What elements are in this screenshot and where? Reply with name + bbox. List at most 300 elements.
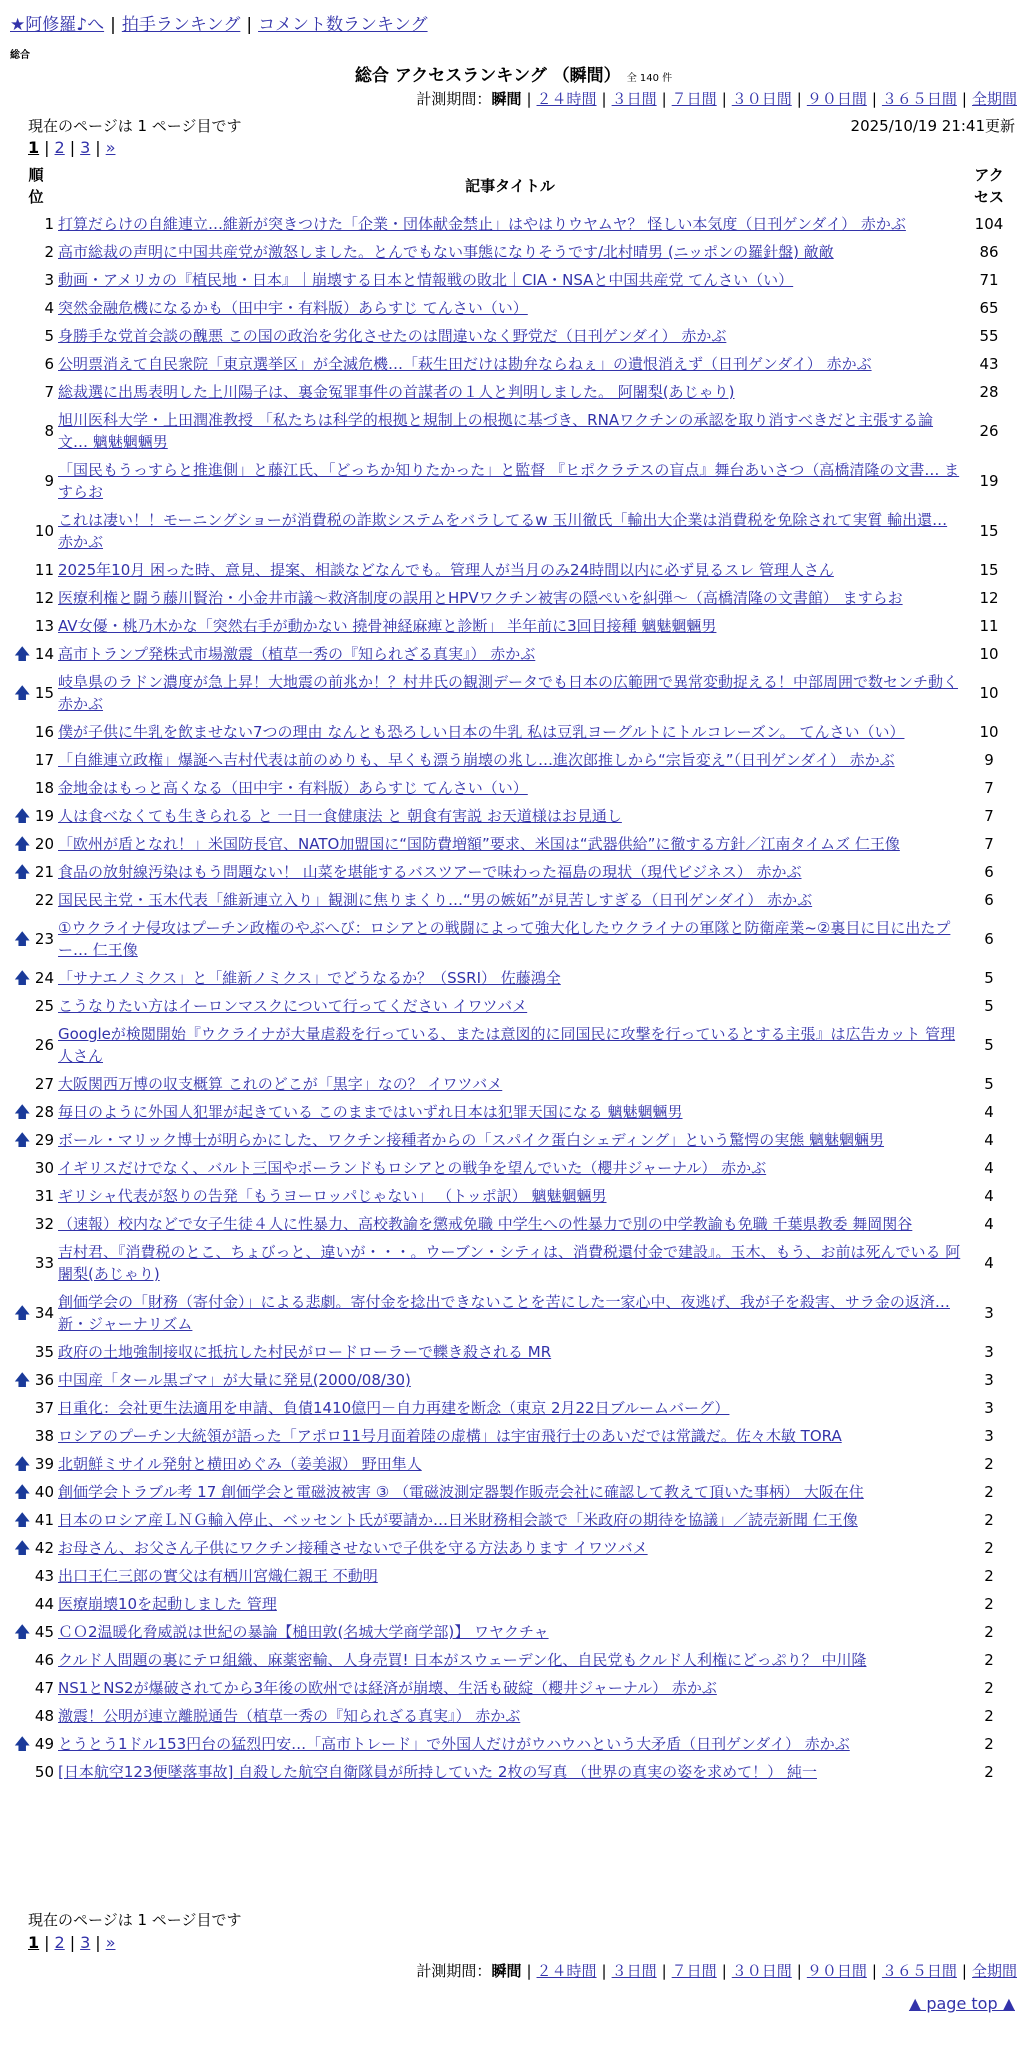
category-label: 総合 bbox=[10, 50, 30, 61]
article-link[interactable]: ギリシャ代表が怒りの告発「もうヨーロッパじゃない」 （トッポ訳） 魑魅魍魎男 bbox=[58, 1187, 607, 1205]
title-cell bbox=[58, 1618, 962, 1646]
rank-number: 3 bbox=[44, 271, 54, 289]
rank-cell bbox=[14, 294, 58, 322]
access-count: 65 bbox=[979, 299, 999, 317]
rank-number: 48 bbox=[34, 1707, 54, 1725]
table-row bbox=[14, 1422, 1016, 1450]
title-cell bbox=[58, 914, 962, 964]
rank-cell bbox=[14, 1702, 58, 1730]
up-arrow-icon: 🡅 bbox=[14, 862, 31, 881]
rank-cell bbox=[14, 1758, 58, 1786]
title-cell bbox=[58, 830, 962, 858]
rank-number: 31 bbox=[34, 1187, 54, 1205]
article-link[interactable]: 高市総裁の声明に中国共産党が激怒しました。とんでもない事態になりそうです/北村晴男 (ニッポンの羅針盤) 敵敵 bbox=[58, 243, 834, 261]
table-row bbox=[14, 406, 1016, 456]
article-link[interactable]: 日本のロシア産ＬＮＧ輸入停止、ベッセント氏が要請か…日米財務相会談で「米政府の期待を協議」／読売新聞 仁王像 bbox=[58, 1511, 858, 1529]
rank-number: 46 bbox=[34, 1651, 54, 1669]
rank-number: 18 bbox=[34, 779, 54, 797]
title-cell bbox=[58, 556, 962, 584]
total-count: 全 140 件 bbox=[626, 73, 673, 84]
table-row bbox=[14, 1288, 1016, 1338]
period-option-link[interactable]: ３０日間 bbox=[731, 90, 792, 108]
article-link[interactable]: 身勝手な党首会談の醜悪 この国の政治を劣化させたのは間違いなく野党だ（日刊ゲンダイ） 赤かぶ bbox=[58, 327, 727, 345]
title-cell bbox=[58, 1562, 962, 1590]
period-option-link[interactable]: ２４時間 bbox=[536, 1962, 597, 1980]
table-row bbox=[14, 350, 1016, 378]
up-arrow-icon: 🡅 bbox=[14, 1510, 31, 1529]
article-link[interactable]: 国民民主党・玉木代表「維新連立入り」観測に焦りまくり…“男の嫉妬”が見苦しすぎる（日刊ゲンダイ） 赤かぶ bbox=[58, 891, 813, 909]
article-link[interactable]: 高市トランプ発株式市場激震（植草一秀の『知られざる真実』） 赤かぶ bbox=[58, 645, 536, 663]
table-row bbox=[14, 1182, 1016, 1210]
title-cell bbox=[58, 992, 962, 1020]
access-count: 10 bbox=[979, 645, 999, 663]
period-selector-bottom bbox=[416, 1960, 1017, 1981]
access-count: 5 bbox=[984, 1075, 994, 1093]
rank-cell bbox=[14, 1020, 58, 1070]
rank-number: 36 bbox=[34, 1371, 54, 1389]
page-number-link[interactable]: 3 bbox=[80, 1933, 91, 1952]
article-link[interactable]: 総裁選に出馬表明した上川陽子は、裏金冤罪事件の首謀者の１人と判明しました。 阿闍梨(あじゃり) bbox=[58, 383, 735, 401]
access-count: 4 bbox=[984, 1131, 994, 1149]
rank-number: 41 bbox=[34, 1511, 54, 1529]
rank-cell bbox=[14, 1070, 58, 1098]
rank-cell bbox=[14, 1288, 58, 1338]
period-option-link[interactable]: ７日間 bbox=[671, 90, 717, 108]
article-link[interactable]: こうなりたい方はイーロンマスクについて行ってください イワツバメ bbox=[58, 997, 528, 1015]
period-option-link[interactable]: ３日間 bbox=[611, 1962, 657, 1980]
access-count: 3 bbox=[984, 1343, 994, 1361]
title-cell bbox=[58, 1422, 962, 1450]
comment-ranking-link[interactable]: コメント数ランキング bbox=[258, 15, 428, 35]
up-arrow-icon: 🡅 bbox=[14, 1538, 31, 1557]
divider: | bbox=[44, 138, 50, 157]
table-row bbox=[14, 266, 1016, 294]
rank-number: 29 bbox=[34, 1131, 54, 1149]
period-option-link[interactable]: ３６５日間 bbox=[881, 1962, 957, 1980]
page-number-link[interactable]: 2 bbox=[54, 138, 65, 157]
period-option-link[interactable]: ７日間 bbox=[671, 1962, 717, 1980]
title-cell bbox=[58, 1098, 962, 1126]
title-cell bbox=[58, 1730, 962, 1758]
divider: | bbox=[721, 1962, 727, 1980]
rank-cell bbox=[14, 1126, 58, 1154]
access-count: 4 bbox=[984, 1103, 994, 1121]
rank-number: 26 bbox=[34, 1036, 54, 1054]
article-link[interactable]: 「国民もうっすらと推進側」と藤江氏、「どっちか知りたかった」と監督 『ヒポクラテスの盲点』舞台あいさつ（高橋清隆の文書… ますらお bbox=[58, 461, 960, 501]
rank-number: 42 bbox=[34, 1539, 54, 1557]
article-link[interactable]: 日重化：会社更生法適用を申請、負債1410億円－自力再建を断念（東京 2月22日ブルームバーグ） bbox=[58, 1399, 730, 1417]
title-cell bbox=[58, 1210, 962, 1238]
rank-number: 17 bbox=[34, 751, 54, 769]
divider: | bbox=[44, 1933, 50, 1952]
rank-cell bbox=[14, 456, 58, 506]
rank-cell bbox=[14, 1154, 58, 1182]
rank-number: 16 bbox=[34, 723, 54, 741]
title-cell bbox=[58, 1534, 962, 1562]
title-cell bbox=[58, 1506, 962, 1534]
rank-cell bbox=[14, 1422, 58, 1450]
period-option-link[interactable]: ９０日間 bbox=[806, 1962, 867, 1980]
applause-ranking-link[interactable]: 拍手ランキング bbox=[121, 15, 241, 35]
article-link[interactable]: ＣＯ2温暖化脅威説は世紀の暴論【槌田敦(名城大学商学部)】 ワヤクチャ bbox=[58, 1623, 549, 1641]
title-cell bbox=[58, 774, 962, 802]
table-row bbox=[14, 774, 1016, 802]
period-option-link[interactable]: 全期間 bbox=[971, 90, 1017, 108]
access-count: 2 bbox=[984, 1763, 994, 1781]
rank-header-text: 順 位 bbox=[28, 166, 44, 206]
next-page-link[interactable]: » bbox=[105, 1933, 116, 1952]
divider: | bbox=[871, 90, 877, 108]
access-count: 4 bbox=[984, 1159, 994, 1177]
page-number-current: 1 bbox=[28, 138, 40, 157]
access-count: 55 bbox=[979, 327, 999, 345]
rank-cell bbox=[14, 1338, 58, 1366]
updated-timestamp: 2025/10/19 21:41更新 bbox=[850, 117, 1015, 135]
title-cell bbox=[58, 1590, 962, 1618]
title-cell bbox=[58, 238, 962, 266]
rank-cell bbox=[14, 1366, 58, 1394]
article-link[interactable]: 政府の土地強制接収に抵抗した村民がロードローラーで轢き殺される MR bbox=[58, 1343, 552, 1361]
rank-cell bbox=[14, 1534, 58, 1562]
rank-number: 11 bbox=[34, 561, 54, 579]
title-cell bbox=[58, 1288, 962, 1338]
title-cell bbox=[58, 1758, 962, 1786]
access-count: 15 bbox=[979, 561, 999, 579]
access-count: 5 bbox=[984, 997, 994, 1015]
article-link[interactable]: 「欧州が盾となれ！」米国防長官、NATO加盟国に“国防費増額”要求、米国は“武器供給”に徹する方針／江南タイムズ 仁王像 bbox=[58, 835, 900, 853]
period-option-link[interactable]: 全期間 bbox=[971, 1962, 1017, 1980]
access-count: 2 bbox=[984, 1679, 994, 1697]
article-link[interactable]: 動画・アメリカの『植民地・日本』｜崩壊する日本と情報戦の敗北｜CIA・NSAと中国共産党 てんさい（い） bbox=[58, 271, 794, 289]
rank-cell bbox=[14, 1210, 58, 1238]
rank-number: 45 bbox=[34, 1623, 54, 1641]
rank-cell bbox=[14, 378, 58, 406]
title-cell bbox=[58, 1366, 962, 1394]
up-arrow-icon: 🡅 bbox=[14, 806, 31, 825]
article-link[interactable]: 毎日のように外国人犯罪が起きている このままではいずれ日本は犯罪天国になる 魑魅魍魎男 bbox=[58, 1103, 683, 1121]
access-count: 26 bbox=[979, 422, 999, 440]
table-row bbox=[14, 886, 1016, 914]
rank-cell bbox=[14, 1478, 58, 1506]
access-count: 4 bbox=[984, 1187, 994, 1205]
access-count: 9 bbox=[984, 751, 994, 769]
top-nav bbox=[10, 10, 428, 35]
article-link[interactable]: ①ウクライナ侵攻はプーチン政権のやぶへび：ロシアとの戦闘によって強大化したウクライナの軍隊と防衛産業~②裏目に目に出たプー… 仁王像 bbox=[58, 919, 951, 959]
rank-number: 32 bbox=[34, 1215, 54, 1233]
access-count: 10 bbox=[979, 684, 999, 702]
table-row bbox=[14, 914, 1016, 964]
article-link[interactable]: [日本航空123便墜落事故] 自殺した航空自衛隊員が所持していた 2枚の写真 （世界の真実の姿を求めて！） 純一 bbox=[58, 1763, 817, 1781]
title-cell bbox=[58, 1020, 962, 1070]
page-number-current: 1 bbox=[28, 1933, 40, 1952]
divider: | bbox=[95, 138, 101, 157]
table-row bbox=[14, 1070, 1016, 1098]
title-cell bbox=[58, 1154, 962, 1182]
rank-cell bbox=[14, 238, 58, 266]
rank-cell bbox=[14, 1182, 58, 1210]
table-row bbox=[14, 1238, 1016, 1288]
article-link[interactable]: Googleが検閲開始『ウクライナが大量虐殺を行っている、または意図的に同国民に攻撃を行っているとする主張』は広告カット 管理人さん bbox=[58, 1025, 956, 1065]
access-count: 6 bbox=[984, 891, 994, 909]
table-row bbox=[14, 1618, 1016, 1646]
divider: | bbox=[661, 90, 667, 108]
period-option-current: 瞬間 bbox=[491, 90, 522, 108]
table-row bbox=[14, 640, 1016, 668]
access-count: 3 bbox=[984, 1427, 994, 1445]
table-row bbox=[14, 1506, 1016, 1534]
rank-number: 33 bbox=[34, 1254, 54, 1272]
access-count: 5 bbox=[984, 1036, 994, 1054]
divider: | bbox=[796, 90, 802, 108]
article-link[interactable]: 創価学会の「財務（寄付金）」による悲劇。寄付金を捻出できないことを苦にした一家心中、夜逃げ、我が子を殺害、サラ金の返済… 新・ジャーナリズム bbox=[58, 1293, 950, 1333]
table-header-row bbox=[14, 162, 1016, 210]
access-count: 71 bbox=[979, 271, 999, 289]
divider: | bbox=[961, 1962, 967, 1980]
title-cell bbox=[58, 322, 962, 350]
divider: | bbox=[601, 1962, 607, 1980]
title-cell bbox=[58, 506, 962, 556]
table-row bbox=[14, 668, 1016, 718]
table-row bbox=[14, 746, 1016, 774]
rank-number: 14 bbox=[34, 645, 54, 663]
period-option-link[interactable]: ３６５日間 bbox=[881, 90, 957, 108]
table-row bbox=[14, 964, 1016, 992]
rank-number: 7 bbox=[44, 383, 54, 401]
article-link[interactable]: 創価学会トラブル考 17 創価学会と電磁波被害 ③ （電磁波測定器製作販売会社に確認して教えて頂いた事柄） 大阪在住 bbox=[58, 1483, 864, 1501]
table-row bbox=[14, 506, 1016, 556]
access-count: 2 bbox=[984, 1651, 994, 1669]
table-row bbox=[14, 1020, 1016, 1070]
rank-cell bbox=[14, 858, 58, 886]
rank-cell bbox=[14, 612, 58, 640]
table-row bbox=[14, 1590, 1016, 1618]
rank-number: 30 bbox=[34, 1159, 54, 1177]
title-cell bbox=[58, 1238, 962, 1288]
rank-cell bbox=[14, 992, 58, 1020]
title-column-header: 記事タイトル bbox=[465, 177, 555, 195]
article-link[interactable]: 「自維連立政権」爆誕へ吉村代表は前のめりも、早くも漂う崩壊の兆し…進次郎推しから“宗旨変え”（日刊ゲンダイ） 赤かぶ bbox=[58, 751, 895, 769]
rank-cell bbox=[14, 718, 58, 746]
title-cell bbox=[58, 456, 962, 506]
article-link[interactable]: とうとう1ドル153円台の猛烈円安…「高市トレード」で外国人だけがウハウハという大矛盾（日刊ゲンダイ） 赤かぶ bbox=[58, 1735, 850, 1753]
title-cell bbox=[58, 858, 962, 886]
article-link[interactable]: 岐阜県のラドン濃度が急上昇！大地震の前兆か！？村井氏の観測データでも日本の広範囲で異常変動捉える！中部周囲で数センチ動く 赤かぶ bbox=[58, 673, 959, 713]
rank-cell bbox=[14, 210, 58, 238]
table-row bbox=[14, 1534, 1016, 1562]
rank-number: 5 bbox=[44, 327, 54, 345]
divider: | bbox=[721, 90, 727, 108]
page-info-top: 現在のページは 1 ページ目です bbox=[28, 117, 242, 135]
access-count: 5 bbox=[984, 969, 994, 987]
rank-number: 27 bbox=[34, 1075, 54, 1093]
article-link[interactable]: 金地金はもっと高くなる（田中宇・有料版）あらすじ てんさい（い） bbox=[58, 779, 528, 797]
rank-cell bbox=[14, 1674, 58, 1702]
access-count: 2 bbox=[984, 1539, 994, 1557]
article-link[interactable]: 僕が子供に牛乳を飲ませない7つの理由 なんとも恐ろしい日本の牛乳 私は豆乳ヨーグルトにトルコレーズン。 てんさい（い） bbox=[58, 723, 905, 741]
article-link[interactable]: 医療崩壊10を起動しました 管理 bbox=[58, 1595, 277, 1613]
rank-number: 23 bbox=[34, 930, 54, 948]
up-arrow-icon: 🡅 bbox=[14, 1102, 31, 1121]
table-row bbox=[14, 238, 1016, 266]
rank-number: 28 bbox=[34, 1103, 54, 1121]
divider: | bbox=[526, 90, 532, 108]
period-option-link[interactable]: ９０日間 bbox=[806, 90, 867, 108]
count-column-header bbox=[962, 162, 1016, 210]
table-row bbox=[14, 612, 1016, 640]
up-arrow-icon: 🡅 bbox=[14, 968, 31, 987]
divider: | bbox=[601, 90, 607, 108]
article-link[interactable]: 激震！公明が連立離脱通告（植草一秀の『知られざる真実』） 赤かぶ bbox=[58, 1707, 521, 1725]
access-count: 6 bbox=[984, 930, 994, 948]
rank-cell bbox=[14, 1646, 58, 1674]
rank-number: 15 bbox=[34, 684, 54, 702]
page-title bbox=[0, 61, 1027, 86]
title-cell bbox=[58, 584, 962, 612]
access-count: 10 bbox=[979, 723, 999, 741]
rank-cell bbox=[14, 1098, 58, 1126]
ranking-rows bbox=[14, 210, 1016, 1786]
title-cell bbox=[58, 886, 962, 914]
up-arrow-icon: 🡅 bbox=[14, 834, 31, 853]
table-row bbox=[14, 830, 1016, 858]
article-link[interactable]: イギリスだけでなく、バルト三国やポーランドもロシアとの戦争を望んでいた（櫻井ジャーナル） 赤かぶ bbox=[58, 1159, 767, 1177]
rank-number: 19 bbox=[34, 807, 54, 825]
title-cell bbox=[58, 294, 962, 322]
table-row bbox=[14, 1366, 1016, 1394]
article-link[interactable]: 2025年10月 困った時、意見、提案、相談などなんでも。管理人が当月のみ24時間以内に必ず見るスレ 管理人さん bbox=[58, 561, 834, 579]
up-arrow-icon: 🡅 bbox=[14, 929, 31, 948]
up-arrow-icon: 🡅 bbox=[14, 1482, 31, 1501]
next-page-link[interactable]: » bbox=[105, 138, 116, 157]
table-row bbox=[14, 1450, 1016, 1478]
access-count: 2 bbox=[984, 1483, 994, 1501]
rank-number: 1 bbox=[44, 215, 54, 233]
article-link[interactable]: お母さん、お父さん子供にワクチン接種させないで子供を守る方法あります イワツバメ bbox=[58, 1539, 648, 1557]
rank-number: 34 bbox=[34, 1304, 54, 1322]
rank-number: 12 bbox=[34, 589, 54, 607]
divider: | bbox=[110, 15, 116, 35]
rank-cell bbox=[14, 1238, 58, 1288]
table-row bbox=[14, 802, 1016, 830]
period-label: 計測期間： bbox=[416, 1962, 492, 1980]
article-link[interactable]: 食品の放射線汚染はもう問題ない！ 山菜を堪能するバスツアーで味わった福島の現状（現代ビジネス） 赤かぶ bbox=[58, 863, 802, 881]
rank-column-header bbox=[14, 162, 58, 210]
title-cell bbox=[58, 350, 962, 378]
article-link[interactable]: 出口王仁三郎の實父は有栖川宮熾仁親王 不動明 bbox=[58, 1567, 378, 1585]
article-link[interactable]: 大阪関西万博の収支概算 これのどこが「黒字」なの？ イワツバメ bbox=[58, 1075, 503, 1093]
article-link[interactable]: クルド人問題の裏にテロ組織、麻薬密輸、人身売買! 日本がスウェーデン化、自民党もクルド人利権にどっぷり？ 中川隆 bbox=[58, 1651, 867, 1669]
rank-cell bbox=[14, 1562, 58, 1590]
page-number-link[interactable]: 2 bbox=[54, 1933, 65, 1952]
up-arrow-icon: 🡅 bbox=[14, 1303, 31, 1322]
access-count: 3 bbox=[984, 1371, 994, 1389]
access-count: 104 bbox=[974, 215, 1004, 233]
pager-bottom bbox=[28, 1933, 115, 1952]
title-cell bbox=[58, 266, 962, 294]
rank-number: 49 bbox=[34, 1735, 54, 1753]
divider: | bbox=[69, 1933, 76, 1952]
rank-number: 40 bbox=[34, 1483, 54, 1501]
rank-cell bbox=[14, 1394, 58, 1422]
rank-cell bbox=[14, 830, 58, 858]
article-link[interactable]: 人は食べなくても生きられる と 一日一食健康法 と 朝食有害説 お天道様はお見通し bbox=[58, 807, 622, 825]
table-row bbox=[14, 1674, 1016, 1702]
table-row bbox=[14, 1730, 1016, 1758]
rank-cell bbox=[14, 774, 58, 802]
table-row bbox=[14, 1394, 1016, 1422]
divider: | bbox=[69, 138, 76, 157]
title-cell bbox=[58, 746, 962, 774]
rank-number: 20 bbox=[34, 835, 54, 853]
article-link[interactable]: 突然金融危機になるかも（田中宇・有料版）あらすじ てんさい（い） bbox=[58, 299, 528, 317]
title-cell bbox=[58, 378, 962, 406]
rank-cell bbox=[14, 746, 58, 774]
period-option-link[interactable]: ２４時間 bbox=[536, 90, 597, 108]
access-count: 2 bbox=[984, 1595, 994, 1613]
article-link[interactable]: 中国産「タール黒ゴマ」が大量に発見(2000/08/30) bbox=[58, 1371, 411, 1389]
up-arrow-icon: 🡅 bbox=[14, 644, 31, 663]
page-number-link[interactable]: 3 bbox=[80, 138, 91, 157]
divider: | bbox=[246, 15, 253, 35]
rank-number: 25 bbox=[34, 997, 54, 1015]
rank-number: 6 bbox=[44, 355, 54, 373]
access-count: 15 bbox=[979, 522, 999, 540]
access-count: 7 bbox=[984, 807, 994, 825]
table-row bbox=[14, 378, 1016, 406]
rank-number: 39 bbox=[34, 1455, 54, 1473]
access-count: 2 bbox=[984, 1735, 994, 1753]
article-link[interactable]: ボール・マリック博士が明らかにした、ワクチン接種者からの「スパイク蛋白シェディング」という驚愕の実態 魑魅魍魎男 bbox=[58, 1131, 885, 1149]
article-link[interactable]: （速報）校内などで女子生徒４人に性暴力、高校教諭を懲戒免職 中学生への性暴力で別の中学教諭も免職 千葉県教委 舞岡関谷 bbox=[58, 1215, 913, 1233]
up-arrow-icon: 🡅 bbox=[14, 683, 31, 702]
title-cell bbox=[58, 640, 962, 668]
home-link[interactable]: ★阿修羅♪へ bbox=[10, 15, 105, 35]
article-link[interactable]: 「サナエノミクス」と「維新ノミクス」でどうなるか？（SSRI） 佐藤鴻全 bbox=[58, 969, 561, 987]
table-row bbox=[14, 1154, 1016, 1182]
rank-number: 50 bbox=[34, 1763, 54, 1781]
title-cell bbox=[58, 1646, 962, 1674]
title-cell bbox=[58, 612, 962, 640]
rank-cell bbox=[14, 802, 58, 830]
rank-number: 21 bbox=[34, 863, 54, 881]
rank-number: 43 bbox=[34, 1567, 54, 1585]
rank-cell bbox=[14, 886, 58, 914]
article-link[interactable]: 旭川医科大学・上田潤准教授 「私たちは科学的根拠と規制上の根拠に基づき、RNAワクチンの承認を取り消すべきだと主張する論文… 魑魅魍魎男 bbox=[58, 411, 934, 451]
access-count: 2 bbox=[984, 1455, 994, 1473]
article-link[interactable]: 公明票消えて自民衆院「東京選挙区」が全滅危機…「萩生田だけは勘弁ならねぇ」の遺恨消えず（日刊ゲンダイ） 赤かぶ bbox=[58, 355, 872, 373]
access-count: 7 bbox=[984, 835, 994, 853]
rank-cell bbox=[14, 322, 58, 350]
article-link[interactable]: 医療利権と闘う藤川賢治・小金井市議〜救済制度の誤用とHPVワクチン被害の隠ぺいを糾弾〜（高橋清隆の文書館） ますらお bbox=[58, 589, 903, 607]
article-link[interactable]: NS1とNS2が爆破されてから3年後の欧州では経済が崩壊、生活も破綻（櫻井ジャーナル） 赤かぶ bbox=[58, 1679, 717, 1697]
rank-cell bbox=[14, 964, 58, 992]
rank-cell bbox=[14, 406, 58, 456]
article-link[interactable]: 北朝鮮ミサイル発射と横田めぐみ（姜美淑） 野田隼人 bbox=[58, 1455, 422, 1473]
article-link[interactable]: これは凄い！！モーニングショーが消費税の詐欺システムをバラしてるw 玉川徹氏「輸出大企業は消費税を免除されて実質 輸出還… 赤かぶ bbox=[58, 511, 948, 551]
article-link[interactable]: 吉村君、『消費税のとこ、ちょびっと、違いが・・・。ウーブン・シティは、消費税還付金で建設』。玉木、もう、お前は死んでいる 阿闍梨(あじゃり) bbox=[58, 1243, 961, 1283]
period-option-link[interactable]: ３０日間 bbox=[731, 1962, 792, 1980]
access-count: 2 bbox=[984, 1567, 994, 1585]
title-cell bbox=[58, 718, 962, 746]
table-row bbox=[14, 1098, 1016, 1126]
period-option-link[interactable]: ３日間 bbox=[611, 90, 657, 108]
article-link[interactable]: 打算だらけの自維連立…維新が突きつけた「企業・団体献金禁止」はやはりウヤムヤ？ 怪しい本気度（日刊ゲンダイ） 赤かぶ bbox=[58, 215, 906, 233]
access-count: 7 bbox=[984, 779, 994, 797]
article-link[interactable]: ロシアのプーチン大統領が語った「アポロ11号月面着陸の虚構」は宇宙飛行士のあいだでは常識だ。佐々木敏 TORA bbox=[58, 1427, 842, 1445]
article-link[interactable]: AV女優・桃乃木かな「突然右手が動かない 撓骨神経麻痺と診断」 半年前に3回目接種 魑魅魍魎男 bbox=[58, 617, 717, 635]
page-top-link[interactable]: ▲ page top ▲ bbox=[908, 1994, 1015, 2013]
title-cell bbox=[58, 1070, 962, 1098]
